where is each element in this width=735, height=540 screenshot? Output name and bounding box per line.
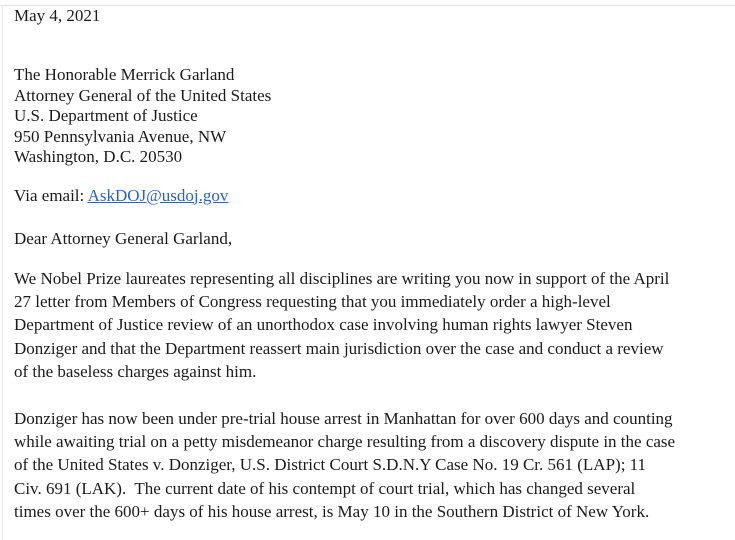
salutation: Dear Attorney General Garland,	[14, 228, 233, 248]
recipient-title: Attorney General of the United States	[14, 85, 272, 105]
letter-date: May 4, 2021	[14, 6, 101, 25]
paragraph-case-details	[14, 407, 707, 524]
paragraph-line: Donziger has now been under pre-trial house arrest in Manhattan for over 600 days and counting	[14, 408, 673, 428]
paragraph-support	[14, 267, 707, 384]
paragraph-line: times over the 600+ days of his house arrest, is May 10 in the Southern District of New York.	[14, 502, 650, 522]
via-email-label: Via email:	[14, 185, 85, 205]
paragraph-line: 27 letter from Members of Congress requesting that you immediately order a high-level	[14, 291, 611, 311]
paragraph-line: Department of Justice review of an unorthodox case involving human rights lawyer Steven	[14, 315, 633, 335]
recipient-city: Washington, D.C. 20530	[14, 147, 183, 166]
paragraph-line: of the United States v. Donziger, U.S. District Court S.D.N.Y Case No. 19 Cr. 561 (LAP); 11	[14, 455, 647, 475]
paragraph-line: of the baseless charges against him.	[14, 362, 257, 382]
via-email-line	[14, 185, 707, 206]
letter-page	[0, 5, 735, 540]
paragraph-line: Donziger and that the Department reassert main jurisdiction over the case and conduct a review	[14, 338, 664, 358]
paragraph-line: We Nobel Prize laureates representing all disciplines are writing you now in support of the April	[14, 268, 670, 288]
recipient-organization: U.S. Department of Justice	[14, 106, 198, 125]
letter-content	[0, 5, 735, 524]
paragraph-line: while awaiting trial on a petty misdemeanor charge resulting from a discovery dispute in the case	[14, 431, 676, 451]
email-link[interactable]: AskDOJ@usdoj.gov	[87, 185, 229, 205]
recipient-street: 950 Pennsylvania Avenue, NW	[14, 126, 227, 146]
recipient-name: The Honorable Merrick Garland	[14, 65, 235, 84]
recipient-address-block	[14, 65, 707, 168]
paragraph-line: Civ. 691 (LAK). The current date of his contempt of court trial, which has changed several	[14, 478, 636, 498]
